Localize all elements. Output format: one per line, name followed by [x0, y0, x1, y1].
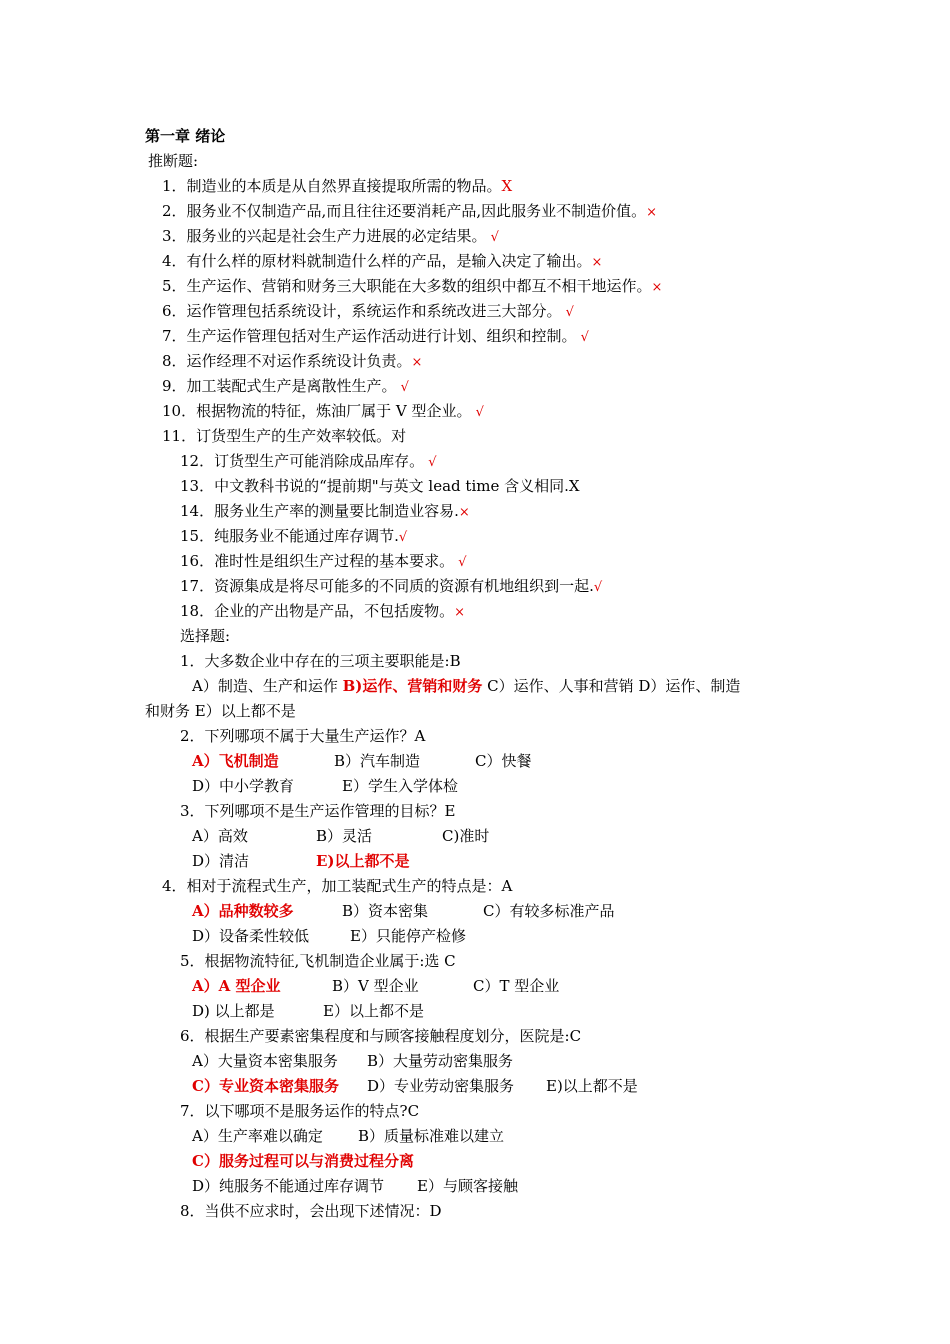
question-stem: 5．根据物流特征,飞机制造企业属于:选 C — [180, 952, 456, 970]
answer-mark: √ — [471, 405, 484, 420]
question-stem: 7．以下哪项不是服务运作的特点?C — [180, 1102, 420, 1120]
question-stem: 3．下列哪项不是生产运作管理的目标？E — [180, 802, 456, 820]
option-d: D）专业劳动密集服务 — [367, 1077, 515, 1095]
option-d: D）中小学教育 — [192, 777, 295, 795]
answer-mark: √ — [561, 305, 574, 320]
tf-item: 15．纯服务业不能通过库存调节.√ — [180, 527, 408, 545]
option-a: A）制造、生产和运作 — [192, 677, 343, 695]
option-c-d: C）运作、人事和营销 D）运作、制造 — [482, 677, 741, 695]
tf-item: 8．运作经理不对运作系统设计负责。× — [162, 352, 423, 370]
answer-mark: X — [501, 177, 513, 195]
option-e: E）学生入学体检 — [342, 777, 458, 795]
option-e: E）只能停产检修 — [350, 927, 466, 945]
chapter-title: 第一章 绪论 — [145, 127, 226, 145]
option-a: A）大量资本密集服务 — [192, 1052, 338, 1070]
tf-item: 14．服务业生产率的测量要比制造业容易.× — [180, 502, 470, 520]
tf-item: 5．生产运作、营销和财务三大职能在大多数的组织中都互不相干地运作。× — [162, 277, 663, 295]
answer-mark: √ — [593, 580, 603, 595]
answer-mark: × — [651, 280, 663, 295]
option-d: D) 以上都是 — [192, 1002, 275, 1020]
option-a-answer: A）A 型企业 — [192, 977, 281, 995]
option-d: D）清洁 — [192, 852, 250, 870]
option-c-answer: C）专业资本密集服务 — [192, 1077, 339, 1095]
tf-item: 12．订货型生产可能消除成品库存。 √ — [180, 452, 437, 470]
option-e: E）以上都不是 — [323, 1002, 424, 1020]
tf-item: 13．中文教科书说的“提前期"与英文 lead time 含义相同.X — [180, 477, 580, 495]
question-stem: 2．下列哪项不属于大量生产运作？A — [180, 727, 426, 745]
answer-mark: √ — [454, 555, 467, 570]
question-stem: 8．当供不应求时，会出现下述情况：D — [180, 1202, 442, 1220]
tf-item: 3．服务业的兴起是社会生产力进展的必定结果。 √ — [162, 227, 499, 245]
option-e: E)以上都不是 — [546, 1077, 638, 1095]
mc-heading: 选择题: — [180, 627, 231, 645]
tf-item: 9．加工装配式生产是离散性生产。 √ — [162, 377, 409, 395]
question-stem: 1．大多数企业中存在的三项主要职能是:B — [180, 652, 461, 670]
answer-mark: √ — [576, 330, 589, 345]
question-stem: 4．相对于流程式生产，加工装配式生产的特点是：A — [162, 877, 513, 895]
option-b: B）V 型企业 — [332, 977, 419, 995]
answer-mark: × — [646, 205, 657, 220]
option-b: B）灵活 — [316, 827, 373, 845]
tf-item: 18．企业的产出物是产品，不包括废物。× — [180, 602, 465, 620]
question-options — [192, 676, 740, 696]
question-options-cont: 和财务 E）以上都不是 — [145, 702, 296, 720]
answer-mark: × — [411, 355, 423, 370]
tf-item: 10．根据物流的特征，炼油厂属于 V 型企业。 √ — [162, 402, 484, 420]
option-e-answer: E)以上都不是 — [316, 852, 410, 870]
option-e: E）与顾客接触 — [417, 1177, 518, 1195]
option-b-answer: B)运作、营销和财务 — [342, 677, 483, 695]
tf-heading: 推断题: — [148, 152, 199, 170]
option-a: A）高效 — [192, 827, 248, 845]
option-c: C)准时 — [442, 827, 490, 845]
tf-item: 11．订货型生产的生产效率较低。对 — [162, 427, 407, 445]
option-b: B）质量标准难以建立 — [358, 1127, 505, 1145]
option-a-answer: A）飞机制造 — [192, 752, 279, 770]
answer-mark: × — [591, 255, 603, 270]
option-a-answer: A）品种数较多 — [192, 902, 294, 920]
option-c: C）快餐 — [475, 752, 532, 770]
option-b: B）大量劳动密集服务 — [367, 1052, 514, 1070]
answer-mark: √ — [396, 380, 409, 395]
tf-item: 4．有什么样的原材料就制造什么样的产品，是输入决定了输出。× — [162, 252, 603, 270]
answer-mark: √ — [424, 455, 437, 470]
option-c-answer: C）服务过程可以与消费过程分离 — [192, 1152, 414, 1170]
tf-item: 16．准时性是组织生产过程的基本要求。 √ — [180, 552, 467, 570]
answer-mark: √ — [486, 230, 499, 245]
option-c: C）有较多标准产品 — [483, 902, 615, 920]
tf-item: 2．服务业不仅制造产品,而且往往还要消耗产品,因此服务业不制造价值。× — [162, 202, 657, 220]
tf-item: 1．制造业的本质是从自然界直接提取所需的物品。X — [162, 177, 513, 195]
option-b: B）资本密集 — [342, 902, 429, 920]
option-b: B）汽车制造 — [334, 752, 421, 770]
tf-item: 6．运作管理包括系统设计，系统运作和系统改进三大部分。 √ — [162, 302, 574, 320]
answer-mark: √ — [398, 530, 408, 545]
option-d: D）设备柔性较低 — [192, 927, 310, 945]
tf-item: 17．资源集成是将尽可能多的不同质的资源有机地组织到一起.√ — [180, 577, 603, 595]
question-stem: 6．根据生产要素密集程度和与顾客接触程度划分，医院是:C — [180, 1027, 582, 1045]
tf-item: 7．生产运作管理包括对生产运作活动进行计划、组织和控制。 √ — [162, 327, 589, 345]
option-a: A）生产率难以确定 — [192, 1127, 323, 1145]
option-d: D）纯服务不能通过库存调节 — [192, 1177, 385, 1195]
answer-mark: × — [458, 505, 470, 520]
answer-mark: × — [454, 605, 465, 620]
option-c: C）T 型企业 — [473, 977, 560, 995]
